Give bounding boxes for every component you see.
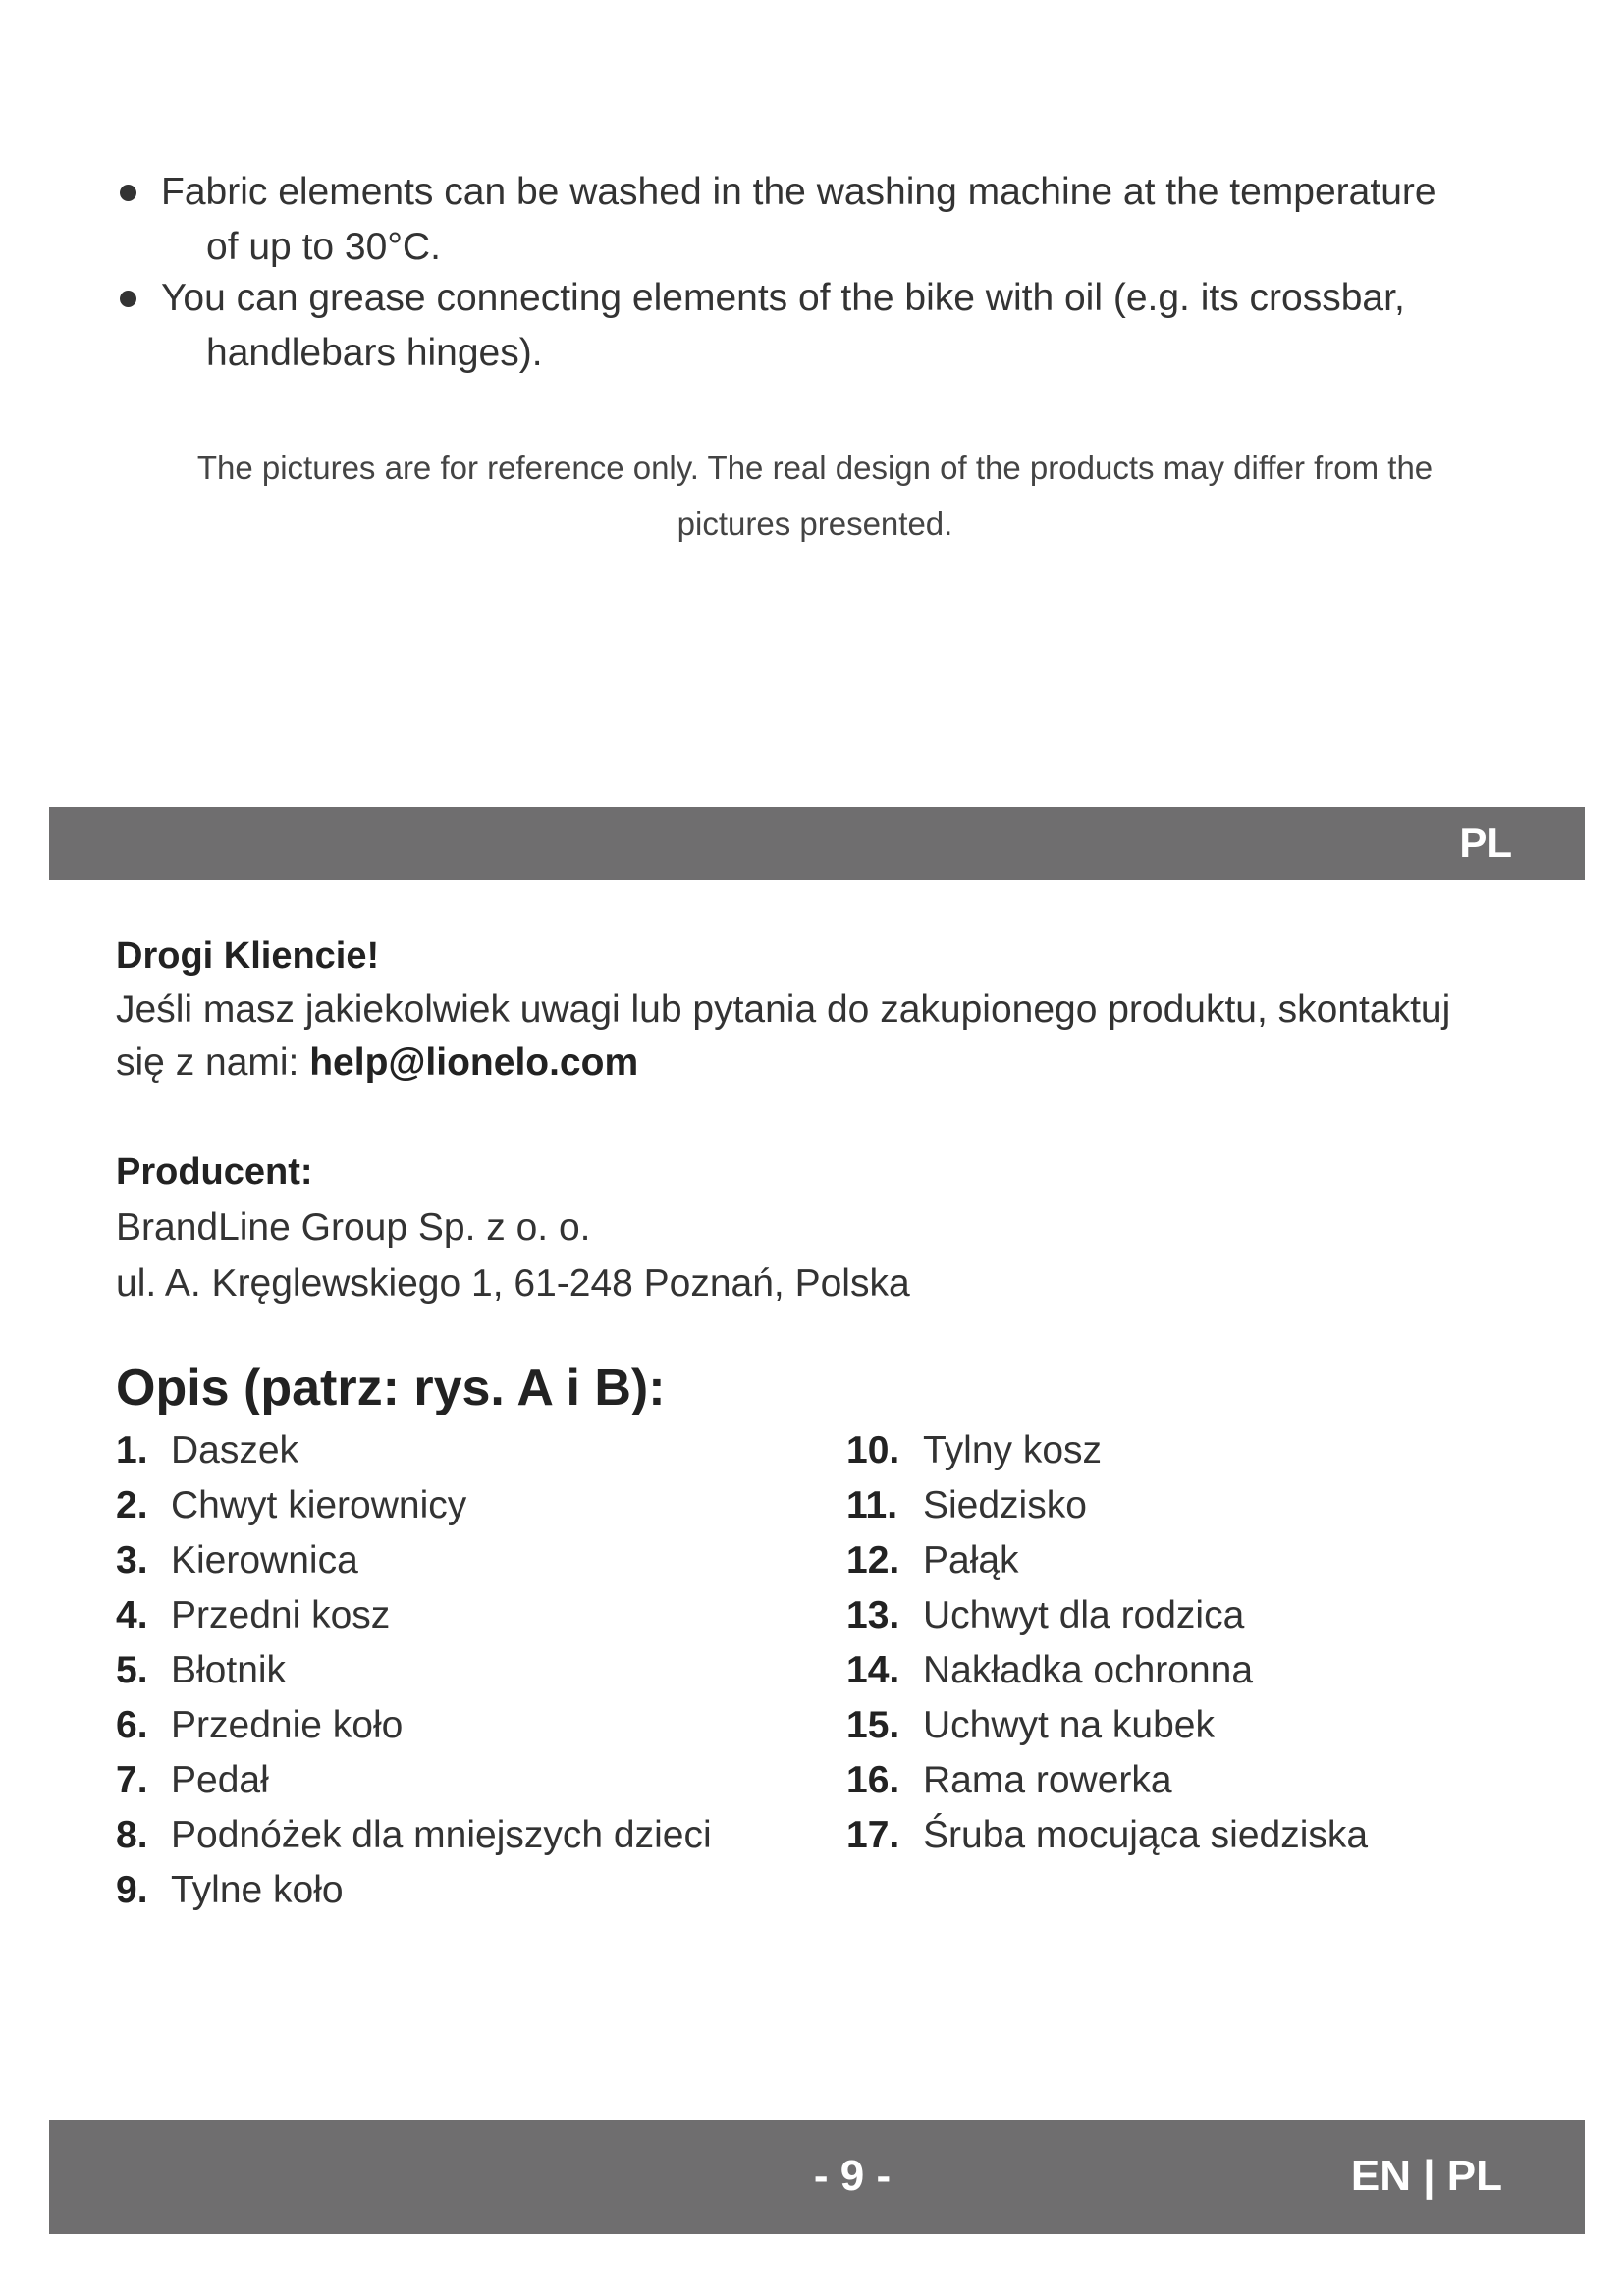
part-item [116,1588,712,1643]
producer-name: BrandLine Group Sp. z o. o. [116,1206,591,1249]
part-number: 8. [116,1814,148,1856]
part-number: 16. [846,1759,900,1801]
section-language-label: PL [1459,820,1512,866]
bullet-dot-icon [120,185,136,201]
part-item [116,1423,712,1478]
bullet-item [116,165,1510,275]
bullet-dot-icon [120,291,136,307]
part-number: 11. [846,1484,898,1526]
greeting-line1: Jeśli masz jakiekolwiek uwagi lub pytania do zakupionego produktu, skontaktuj [116,988,1451,1031]
part-number: 3. [116,1539,148,1581]
bullet-text-line2: handlebars hinges). [206,332,543,374]
part-label: Uchwyt dla rodzica [923,1594,1245,1636]
part-label: Rama rowerka [923,1759,1172,1801]
footer-band [49,2120,1585,2234]
greeting-title: Drogi Kliencie! [116,935,380,977]
part-label: Siedzisko [923,1484,1087,1526]
bullet-text-line1: You can grease connecting elements of the bike with oil (e.g. its crossbar, [161,277,1405,319]
producer-address: ul. A. Kręglewskiego 1, 61-248 Poznań, Polska [116,1262,910,1305]
part-number: 1. [116,1429,148,1471]
part-item [846,1698,1368,1753]
part-label: Podnóżek dla mniejszych dzieci [171,1814,712,1856]
greeting-line2-prefix: się z nami: [116,1041,310,1084]
reference-note [128,440,1502,552]
part-number: 6. [116,1704,148,1746]
part-number: 12. [846,1539,900,1581]
part-number: 4. [116,1594,148,1636]
part-number: 5. [116,1649,148,1691]
part-label: Pedał [171,1759,269,1801]
parts-list-left [116,1423,712,1918]
part-item [846,1753,1368,1808]
part-label: Chwyt kierownicy [171,1484,467,1526]
part-item [116,1478,712,1533]
bullet-text-line2: of up to 30°C. [206,226,441,268]
part-number: 2. [116,1484,148,1526]
contact-email: help@lionelo.com [309,1041,639,1084]
part-item [116,1863,712,1918]
part-item [116,1808,712,1863]
part-label: Pałąk [923,1539,1019,1581]
part-item [116,1533,712,1588]
producer-title: Producent: [116,1151,313,1193]
part-item [116,1753,712,1808]
producer-details [116,1200,1510,1311]
part-item [116,1698,712,1753]
part-item [116,1643,712,1698]
language-section-band [49,807,1585,880]
reference-note-line1: The pictures are for reference only. The real design of the products may differ from the [196,450,1434,486]
part-label: Tylny kosz [923,1429,1103,1471]
description-title: Opis (patrz: rys. A i B): [116,1360,666,1416]
part-item [846,1808,1368,1863]
greeting-line2 [116,1037,1510,1090]
part-item [846,1423,1368,1478]
part-label: Uchwyt na kubek [923,1704,1215,1746]
bullet-item [116,271,1510,381]
part-item [846,1643,1368,1698]
part-number: 7. [116,1759,148,1801]
footer-language-label: EN | PL [1350,2152,1502,2200]
part-item [846,1588,1368,1643]
part-number: 13. [846,1594,900,1636]
part-label: Śruba mocująca siedziska [923,1814,1369,1856]
care-bullet-list [116,165,1510,381]
part-item [846,1478,1368,1533]
part-label: Przedni kosz [171,1594,391,1636]
part-number: 15. [846,1704,900,1746]
part-number: 10. [846,1429,900,1471]
part-label: Przednie koło [171,1704,404,1746]
part-label: Nakładka ochronna [923,1649,1254,1691]
part-label: Błotnik [171,1649,287,1691]
bullet-text-line1: Fabric elements can be washed in the washing machine at the temperature [161,171,1436,213]
part-item [846,1533,1368,1588]
part-label: Kierownica [171,1539,358,1581]
part-number: 17. [846,1814,900,1856]
part-number: 14. [846,1649,900,1691]
page-number: - 9 - [813,2152,892,2200]
parts-list-right [846,1423,1368,1863]
reference-note-line2: pictures presented. [677,506,953,542]
part-number: 9. [116,1869,148,1911]
part-label: Tylne koło [171,1869,344,1911]
greeting-text [116,984,1510,1090]
part-label: Daszek [171,1429,299,1471]
